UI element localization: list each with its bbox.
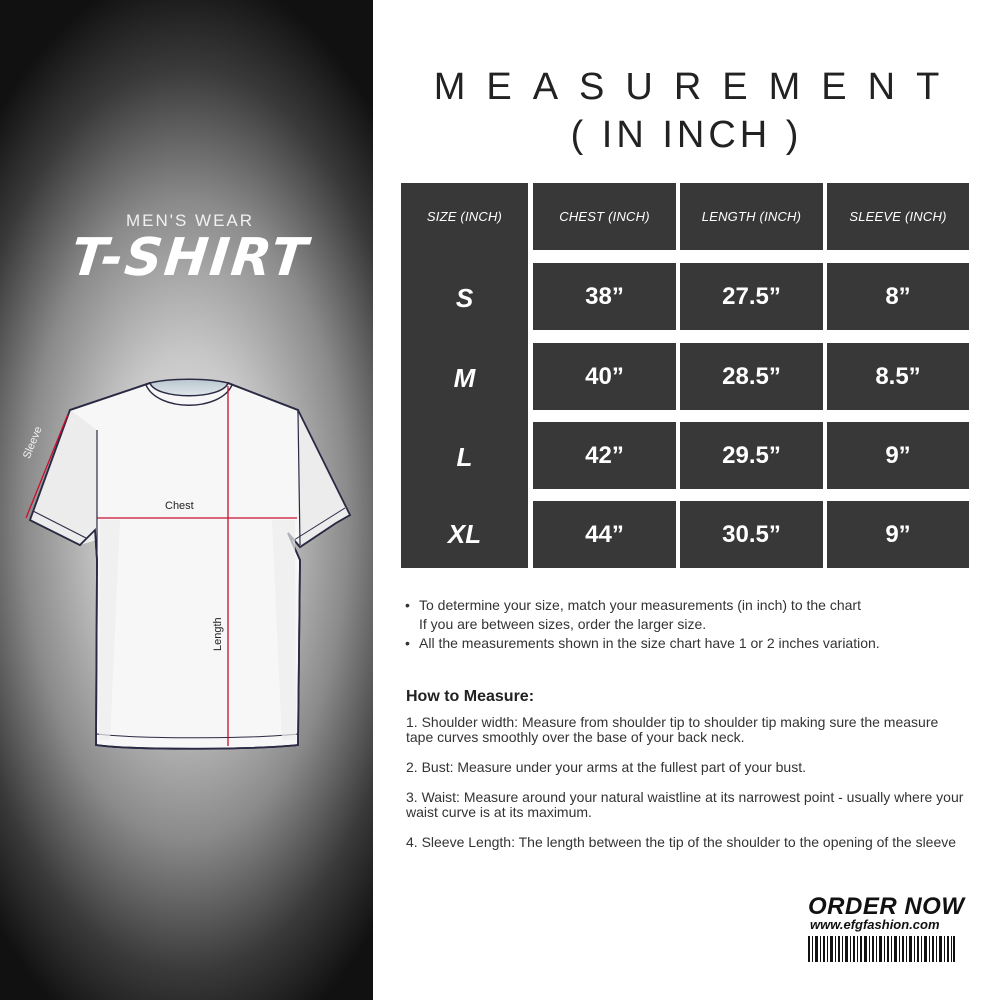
- size-chart-table: [401, 183, 969, 568]
- measure-step: 4. Sleeve Length: The length between the tip of the shoulder to the opening of the sleeve: [406, 834, 957, 850]
- length-cell: 29.5”: [680, 422, 823, 489]
- barcode-icon: [808, 936, 955, 962]
- size-cell: S: [455, 283, 474, 313]
- length-label: Length: [212, 617, 224, 651]
- product-panel: [0, 0, 373, 1000]
- chest-cell: 44”: [533, 501, 676, 568]
- size-cell: XL: [447, 519, 482, 549]
- length-cell: 30.5”: [680, 501, 823, 568]
- tshirt-diagram: [0, 360, 373, 760]
- note-item: • All the measurements shown in the size chart have 1 or 2 inches variation.: [405, 634, 965, 653]
- length-cell: 27.5”: [680, 263, 823, 330]
- measure-step: 3. Waist: Measure around your natural waistline at its narrowest point - usually where your waist curve is at its maximum.: [406, 789, 964, 820]
- page-subtitle: ( IN INCH ): [570, 114, 803, 156]
- size-cell: M: [453, 363, 476, 393]
- chest-cell: 38”: [533, 263, 676, 330]
- website-link[interactable]: www.efgfashion.com: [810, 917, 940, 932]
- column-header-chest: CHEST (INCH): [533, 183, 676, 250]
- size-notes: [405, 596, 965, 653]
- column-header-sleeve: SLEEVE (INCH): [827, 183, 969, 250]
- how-to-measure-section: [406, 688, 966, 865]
- chest-label: Chest: [165, 500, 194, 512]
- how-to-measure-heading: How to Measure:: [406, 688, 535, 705]
- category-label: MEN'S WEAR: [125, 211, 255, 230]
- sleeve-cell: 8”: [827, 263, 969, 330]
- page-title: MEASUREMENT: [433, 66, 961, 108]
- sleeve-label: Sleeve: [21, 424, 45, 461]
- order-now-link[interactable]: ORDER NOW: [808, 893, 965, 920]
- column-header-size: SIZE (INCH): [426, 209, 503, 224]
- measure-step: 1. Shoulder width: Measure from shoulder tip to shoulder tip making sure the measure tape curves smoothly over the base of your back neck.: [406, 714, 939, 745]
- chest-cell: 42”: [533, 422, 676, 489]
- chest-cell: 40”: [533, 343, 676, 410]
- note-item-continued: If you are between sizes, order the larger size.: [419, 616, 707, 632]
- length-cell: 28.5”: [680, 343, 823, 410]
- column-header-length: LENGTH (INCH): [680, 183, 823, 250]
- sleeve-cell: 9”: [827, 501, 969, 568]
- note-item: • To determine your size, match your measurements (in inch) to the chart: [405, 596, 965, 615]
- product-title: T-SHIRT: [68, 228, 312, 288]
- sleeve-cell: 8.5”: [827, 343, 969, 410]
- measure-step: 2. Bust: Measure under your arms at the fullest part of your bust.: [406, 759, 806, 775]
- sleeve-cell: 9”: [827, 422, 969, 489]
- size-cell: L: [456, 442, 473, 472]
